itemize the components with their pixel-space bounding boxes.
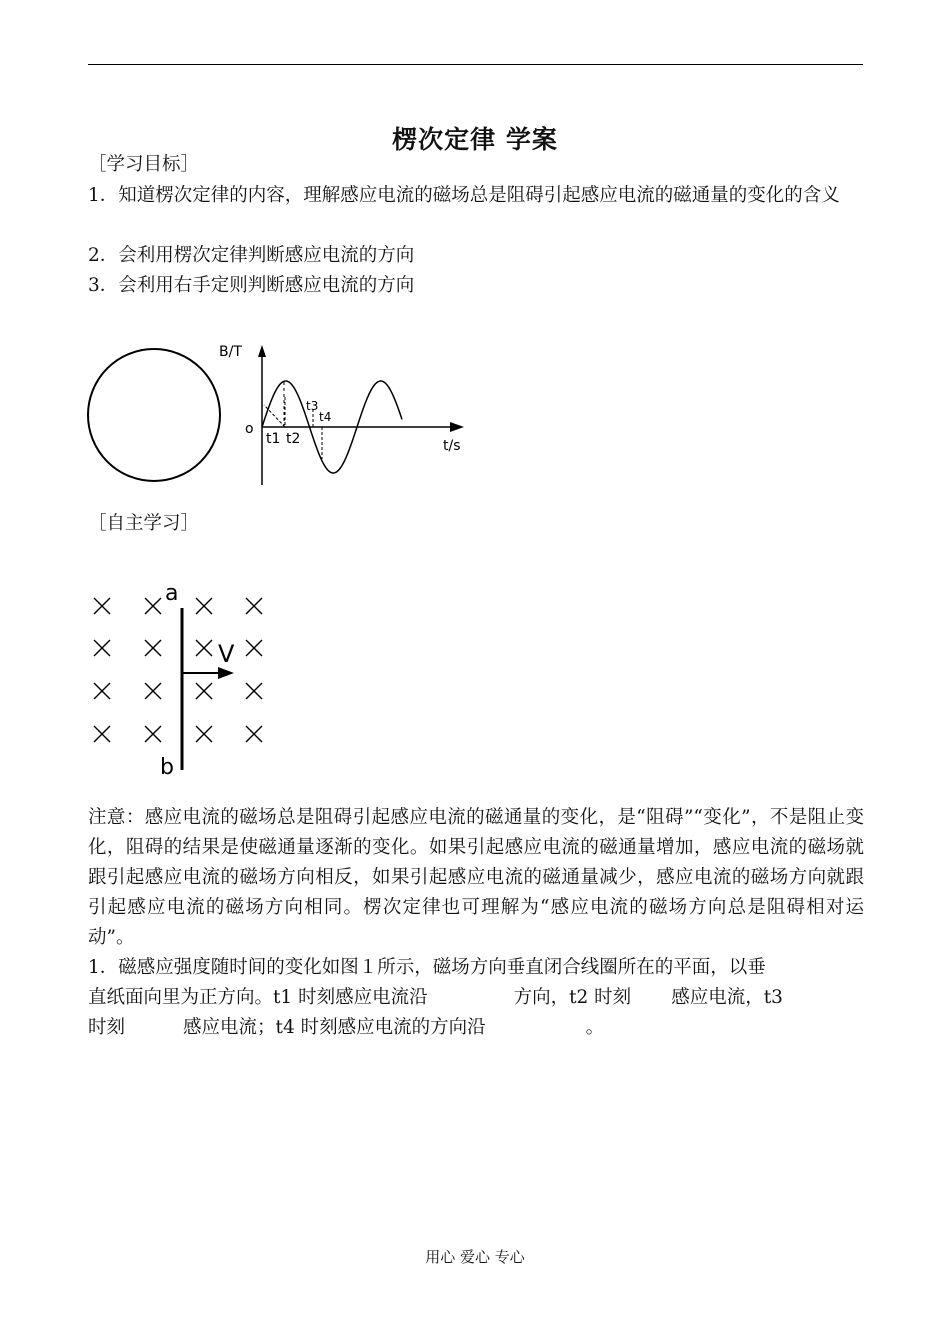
field-cross-3-2 [196,726,212,742]
coil-circle [88,349,220,481]
field-cross-2-0 [94,683,110,699]
objective-item-1: 1．知道楞次定律的内容，理解感应电流的磁场总是阻碍引起感应电流的磁通量的变化的含义 [88,185,840,206]
page-title: 楞次定律 学案 [392,125,558,154]
field-cross-3-3 [246,726,262,742]
t1-label: t1 [266,431,281,447]
b-axis-arrow [258,345,266,357]
origin-label: o [245,421,254,437]
field-cross-0-2 [196,598,212,614]
header-rule [88,64,863,65]
field-cross-1-2 [196,640,212,656]
velocity-label: V [218,640,235,668]
field-cross-1-3 [246,640,262,656]
question-1-line-2 [88,983,783,1013]
q1-text-c: 感应电流，t3 [671,987,783,1008]
label-a: a [165,581,179,606]
field-cross-2-3 [246,683,262,699]
question-1-line-1: 1．磁感应强度随时间的变化如图１所示，磁场方向垂直闭合线圈所在的平面，以垂 [88,957,766,978]
field-cross-2-2 [196,683,212,699]
q1-text-f: 。 [585,1017,605,1038]
objective-item-3: 3．会利用右手定则判断感应电流的方向 [88,275,415,296]
field-cross-3-1 [145,726,161,742]
field-cross-3-0 [94,726,110,742]
t3-label: t3 [306,399,319,413]
figure-1 [80,335,480,495]
field-cross-1-1 [145,640,161,656]
q1-text-a: 直纸面向里为正方向。t1 时刻感应电流沿 [88,987,428,1008]
self-study-heading: ［自主学习］ [88,513,200,534]
t4-label: t4 [319,410,332,424]
x-axis-label: t/s [443,438,461,454]
field-cross-2-1 [145,683,161,699]
figure-2 [80,578,280,780]
t2-label: t2 [286,431,301,447]
q1-text-b: 方向，t2 时刻 [513,987,632,1008]
q1-text-e: 感应电流；t4 时刻感应电流的方向沿 [183,1017,486,1038]
field-cross-0-3 [246,598,262,614]
field-cross-0-0 [94,598,110,614]
footer: 用心 爱心 专心 [425,1248,525,1266]
field-cross-0-1 [145,598,161,614]
magnetic-field-crosses [94,598,262,742]
t1-guide [264,405,285,427]
t-axis-arrow [450,422,464,432]
objective-item-2: 2．会利用楞次定律判断感应电流的方向 [88,245,415,266]
label-b: b [160,755,174,780]
note-paragraph: 注意：感应电流的磁场总是阻碍引起感应电流的磁通量的变化，是“阻碍”“变化”，不是阻止变化，阻碍的结果是使磁通量逐渐的变化。如果引起感应电流的磁通量增加，感应电流的磁场就跟引起感应电流的磁场方向相反，如果引起感应电流的磁通量减少，感应电流的磁场方向就跟引起感应电流的磁场方向相同。楞次定律也可理解为“感应电流的磁场方向总是阻碍相对运动”。 [88,807,864,948]
velocity-arrow-head [218,667,234,679]
objectives-heading: ［学习目标］ [88,154,200,175]
y-axis-label: B/T [219,344,242,360]
question-1-line-3 [88,1013,604,1043]
field-cross-1-0 [94,640,110,656]
q1-text-d: 时刻 [88,1017,126,1038]
